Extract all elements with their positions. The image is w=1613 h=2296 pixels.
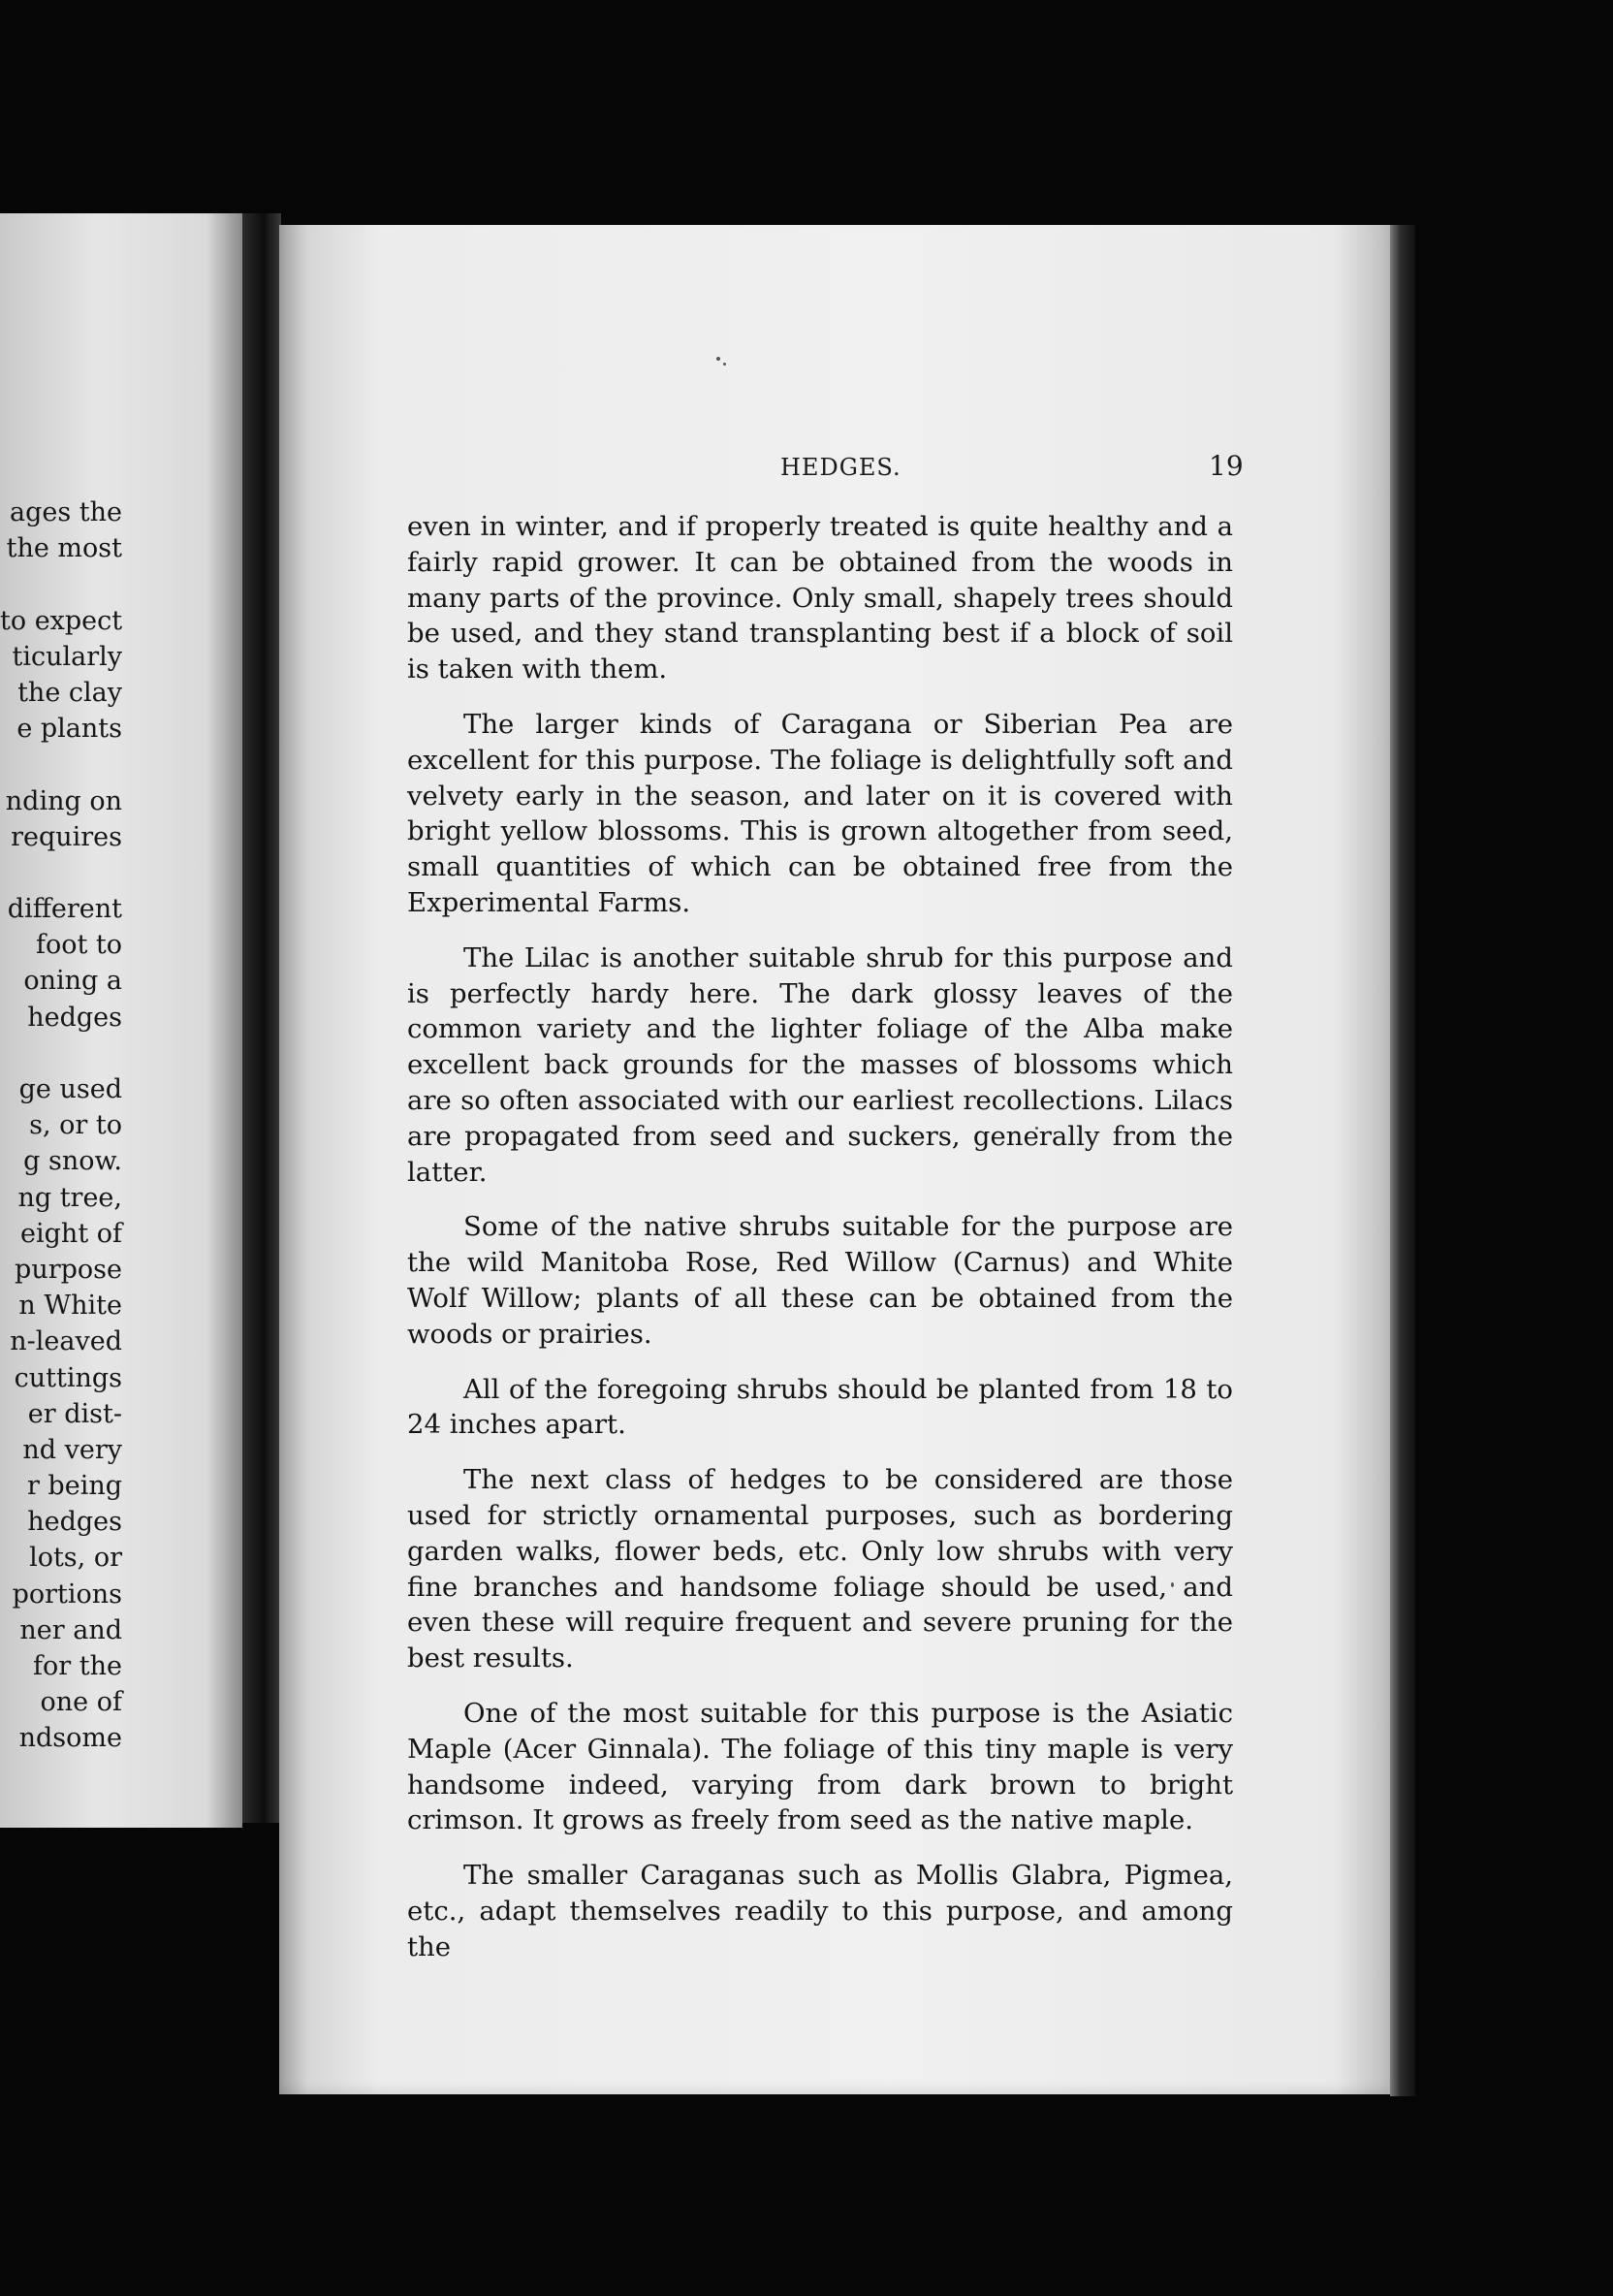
paragraph: All of the foregoing shrubs should be planted from 18 to 24 inches apart. [407, 1373, 1233, 1441]
left-line: eight of [20, 1218, 122, 1249]
running-head: HEDGES. [780, 454, 901, 481]
left-line [0, 1036, 122, 1071]
page-edge-shadow [1390, 225, 1415, 2096]
left-line [0, 747, 122, 782]
left-line: ticularly [12, 641, 122, 672]
left-line: one of [40, 1687, 122, 1718]
paper-speck [723, 363, 726, 366]
paper-speck [716, 357, 720, 361]
left-line: hedges [27, 1507, 122, 1538]
left-line: ndsome [18, 1723, 122, 1754]
left-line: different [7, 894, 122, 925]
left-line: ng tree, [17, 1182, 122, 1213]
paragraph: The Lilac is another suitable shrub for this purpose and is perfectly hardy here. The dark glossy leaves of the common variety and the lighter foliage of the Alba make excellent back grounds for the masses of blossoms which are so often associated with our earliest recollections. Lilacs are propagated from seed and suckers, generally from the latter. [407, 941, 1233, 1188]
left-line: ner and [19, 1614, 122, 1645]
book-gutter [242, 213, 281, 1823]
left-line: lots, or [29, 1543, 122, 1574]
left-line: to expect [0, 605, 123, 636]
left-line: for the [33, 1651, 122, 1681]
left-page-text [0, 494, 122, 1757]
page-number: 19 [1209, 450, 1244, 482]
left-line: er dist- [27, 1398, 122, 1429]
paragraph: The larger kinds of Caragana or Siberian Pea are excellent for this purpose. The foliage is delightfully soft and velvety early in the season, and later on it is covered with bright yellow blossoms. This is grown altogether from seed, small quantities of which can be obtained free from the Experimental Farms. [407, 708, 1233, 918]
left-line: cuttings [14, 1362, 122, 1393]
paragraph: The next class of hedges to be considered are those used for strictly ornamental purposes, such as bordering garden walks, flower beds, etc. Only low shrubs with very fine branches and handsome foliage should be used, and even these will require frequent and severe pruning for the best results. [407, 1464, 1233, 1674]
left-line: nd very [22, 1434, 122, 1465]
left-line: ge used [18, 1074, 122, 1104]
left-line: hedges [27, 1002, 122, 1033]
left-line: nding on [5, 785, 122, 816]
left-line: purpose [15, 1254, 122, 1285]
left-line [0, 566, 122, 602]
paragraph: even in winter, and if properly treated is quite healthy and a fairly rapid grower. It can be obtained from the woods in many parts of the province. Only small, shapely trees should be used, and they stand transplanting best if a block of soil is taken with them. [407, 511, 1233, 686]
left-line: portions [12, 1578, 122, 1610]
left-line: n-leaved [10, 1326, 122, 1357]
left-line: the most [6, 533, 122, 564]
left-line [0, 855, 122, 891]
left-line: oning a [23, 966, 122, 997]
left-line: ages the [9, 497, 122, 527]
paragraph: One of the most suitable for this purpose is the Asiatic Maple (Acer Ginnala). The foliage of this tiny maple is very handsome indeed, varying from dark brown to bright crimson. It grows as freely from seed as the native maple. [407, 1697, 1233, 1836]
paragraph: The smaller Caraganas such as Mollis Glabra, Pigmea, etc., adapt themselves readily to this purpose, and among the [407, 1860, 1233, 1962]
body-text [407, 509, 1233, 1984]
left-page [0, 213, 242, 1828]
left-line: the clay [17, 677, 122, 708]
left-line: s, or to [29, 1110, 122, 1141]
left-line: e plants [16, 714, 122, 745]
left-line: requires [11, 821, 122, 852]
left-line: foot to [35, 930, 122, 961]
left-line: g snow. [23, 1146, 122, 1177]
paragraph: Some of the native shrubs suitable for the purpose are the wild Manitoba Rose, Red Willow (Carnus) and White Wolf Willow; plants of all these can be obtained from the woods or prairies. [407, 1211, 1233, 1350]
left-line: n White [18, 1291, 122, 1322]
left-line: r being [26, 1471, 122, 1502]
